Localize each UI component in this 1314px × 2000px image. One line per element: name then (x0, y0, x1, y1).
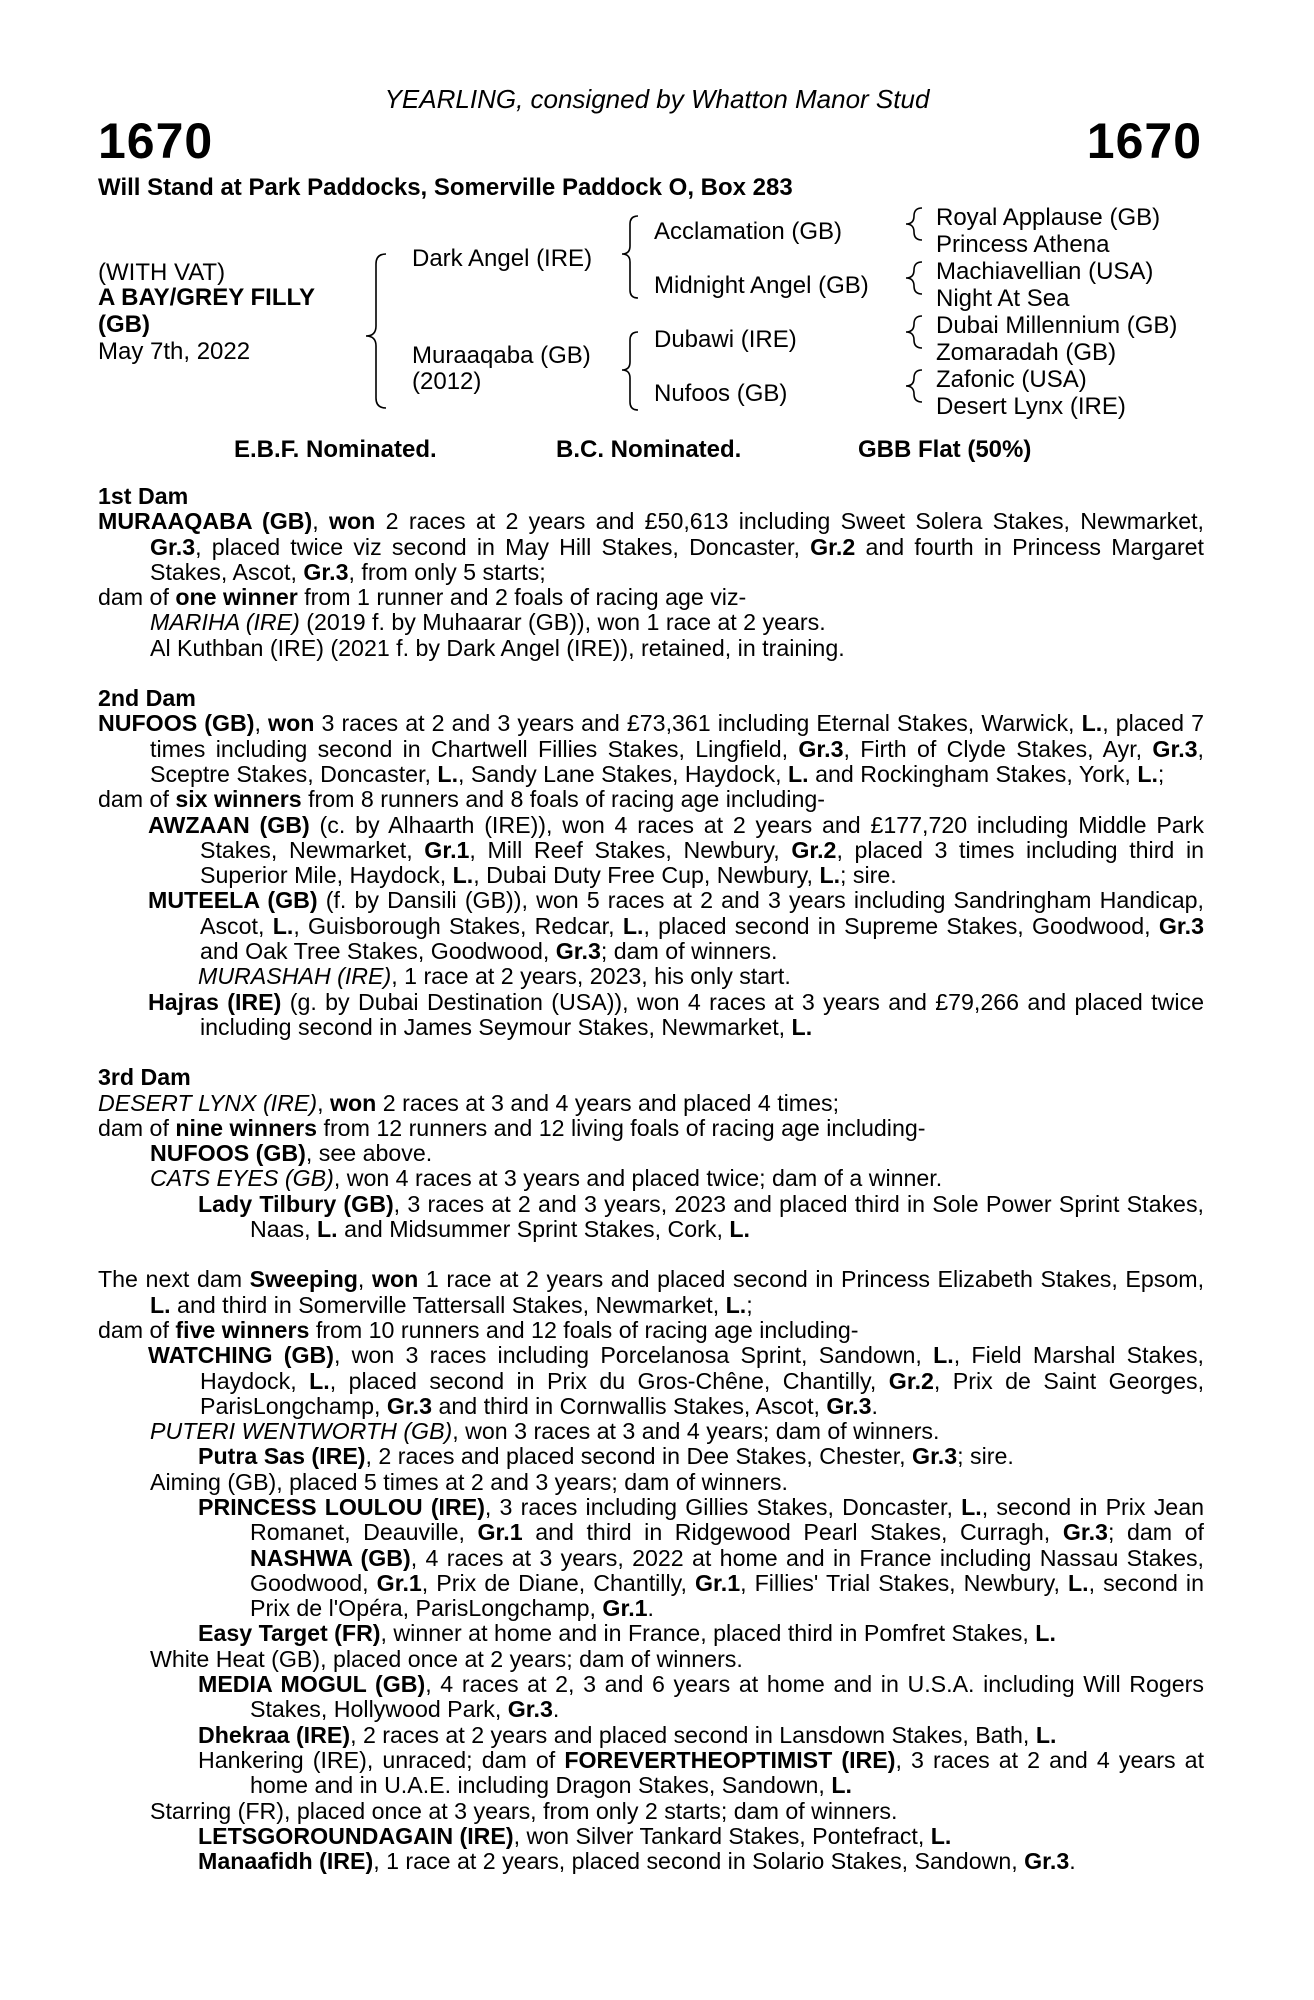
horse-description: A BAY/GREY FILLY (98, 284, 315, 311)
brace-gen3-1 (906, 208, 922, 240)
second-dam-produce-summary: dam of six winners from 8 runners and 8 foals of racing age including- (98, 786, 825, 813)
pedigree-g3-8: Desert Lynx (IRE) (936, 393, 1126, 420)
next-dam-grandfoal-dhekraa: Dhekraa (IRE), 2 races at 2 years and placed second in Lansdown Stakes, Bath, L. (198, 1721, 1057, 1748)
pedigree-dam: Muraaqaba (GB) (412, 342, 591, 369)
pedigree-dam-sire: Dubawi (IRE) (654, 326, 797, 353)
first-dam-record: MURAAQABA (GB), won 2 races at 2 years and £50,613 including Sweet Solera Stakes, Newmarket, Gr.3, placed twice viz second in May Hill Stakes, Doncaster, Gr.2 and fourth in Princess Margaret Stakes, Ascot, Gr.3, from only 5 starts; (98, 508, 1205, 585)
second-dam-record: NUFOOS (GB), won 3 races at 2 and 3 years and £73,361 including Eternal Stakes, Warwick, L., placed 7 times including second in Chartwell Fillies Stakes, Lingfield, Gr.3, Firth of Clyde Stakes, Ayr, Gr.3, Sceptre Stakes, Doncaster, L., Sandy Lane Stakes, Haydock, L. and Rockingham Stakes, York, L.; (98, 710, 1205, 787)
next-dam-record: The next dam Sweeping, won 1 race at 2 years and placed second in Princess Elizabeth Stakes, Epsom, L. and third in Somerville Tattersall Stakes, Newmarket, L.; (98, 1266, 1205, 1318)
brace-gen2-bottom (622, 332, 638, 410)
next-dam-grandfoal-hankering: Hankering (IRE), unraced; dam of FOREVERTHEOPTIMIST (IRE), 3 races at 2 and 4 years at home and in U.A.E. including Dragon Stakes, Sandown, L. (198, 1746, 1205, 1799)
brace-gen3-2 (906, 262, 922, 294)
second-dam-heading: 2nd Dam (98, 685, 196, 712)
first-dam-foal-2: Al Kuthban (IRE) (2021 f. by Dark Angel (IRE)), retained, in training. (150, 634, 845, 661)
lot-number-right: 1670 (1086, 113, 1202, 169)
pedigree-g3-7: Zafonic (USA) (936, 366, 1087, 393)
lot-number-left: 1670 (98, 113, 214, 169)
third-dam-foal-cats-eyes: CATS EYES (GB), won 4 races at 3 years and placed twice; dam of a winner. (150, 1165, 943, 1192)
third-dam-record: DESERT LYNX (IRE), won 2 races at 3 and 4 years and placed 4 times; (98, 1089, 840, 1116)
pedigree-dam-dam: Nufoos (GB) (654, 380, 788, 407)
second-dam-grandfoal-murashah: MURASHAH (IRE), 1 race at 2 years, 2023, his only start. (198, 963, 791, 990)
brace-gen3-3 (906, 316, 922, 348)
next-dam-grandfoal-easy-target: Easy Target (FR), winner at home and in France, placed third in Pomfret Stakes, L. (198, 1620, 1056, 1647)
first-dam-heading: 1st Dam (98, 483, 189, 509)
third-dam-foal-nufoos: NUFOOS (GB), see above. (150, 1140, 433, 1167)
third-dam-heading: 3rd Dam (98, 1064, 191, 1091)
next-dam-produce-summary: dam of five winners from 10 runners and 12 foals of racing age including- (98, 1316, 859, 1343)
second-dam-foal-hajras: Hajras (IRE) (g. by Dubai Destination (USA)), won 4 races at 3 years and £79,266 and placed twice including second in James Seymour Stakes, Newmarket, L. (148, 988, 1204, 1040)
pedigree-g3-5: Dubai Millennium (GB) (936, 312, 1178, 339)
next-dam-grandfoal-putra-sas: Putra Sas (IRE), 2 races and placed second in Dee Stakes, Chester, Gr.3; sire. (198, 1443, 1014, 1470)
next-dam-foal-puteri-wentworth: PUTERI WENTWORTH (GB), won 3 races at 3 and 4 years; dam of winners. (150, 1418, 940, 1445)
bc-nomination: B.C. Nominated. (556, 436, 742, 463)
foaling-date: May 7th, 2022 (98, 338, 251, 365)
next-dam-grandfoal-media-mogul: MEDIA MOGUL (GB), 4 races at 2, 3 and 6 years at home and in U.S.A. including Will Rogers Stakes, Hollywood Park, Gr.3. (198, 1671, 1204, 1723)
next-dam-foal-watching: WATCHING (GB), won 3 races including Porcelanosa Sprint, Sandown, L., Field Marshal Stakes, Haydock, L., placed second in Prix du Gros-Chêne, Chantilly, Gr.2, Prix de Saint Georges, ParisLongchamp, Gr.3 and third in Cornwallis Stakes, Ascot, Gr.3. (148, 1342, 1205, 1419)
next-dam-foal-starring: Starring (FR), placed once at 3 years, from only 2 starts; dam of winners. (150, 1797, 898, 1824)
third-dam-produce-summary: dam of nine winners from 12 runners and 12 living foals of racing age including- (98, 1114, 926, 1141)
pedigree-g3-2: Princess Athena (936, 231, 1110, 258)
stand-location: Will Stand at Park Paddocks, Somerville Paddock O, Box 283 (98, 174, 793, 201)
consignor-line: YEARLING, consigned by Whatton Manor Stud (384, 84, 930, 114)
brace-gen1 (366, 254, 386, 408)
pedigree-g3-6: Zomaradah (GB) (936, 339, 1117, 366)
pedigree-dam-year: (2012) (412, 368, 482, 395)
pedigree-sire-dam: Midnight Angel (GB) (654, 272, 869, 299)
brace-gen3-4 (906, 370, 922, 402)
next-dam-grandfoal-princess-loulou: PRINCESS LOULOU (IRE), 3 races including Gillies Stakes, Doncaster, L., second in Prix Jean Romanet, Deauville, Gr.1 and third in Ridgewood Pearl Stakes, Curragh, Gr.3; dam of NASHWA (GB), 4 races at 3 years, 2022 at home and in France including Nassau Stakes, Goodwood, Gr.1, Prix de Diane, Chantilly, Gr.1, Fillies' Trial Stakes, Newbury, L., second in Prix de l'Opéra, ParisLongchamp, Gr.1. (198, 1493, 1205, 1622)
next-dam-grandfoal-manaafidh: Manaafidh (IRE), 1 race at 2 years, placed second in Solario Stakes, Sandown, Gr.3. (198, 1848, 1076, 1875)
pedigree-g3-1: Royal Applause (GB) (936, 204, 1161, 231)
pedigree-g3-4: Night At Sea (936, 285, 1070, 312)
pedigree-sire: Dark Angel (IRE) (412, 245, 593, 272)
gbb-flat: GBB Flat (50%) (858, 436, 1032, 463)
catalogue-body (98, 484, 1204, 1874)
horse-country: (GB) (98, 311, 150, 338)
next-dam-foal-white-heat: White Heat (GB), placed once at 2 years; dam of winners. (150, 1645, 743, 1672)
first-dam-foal-1: MARIHA (IRE) (2019 f. by Muhaarar (GB)), won 1 race at 2 years. (150, 609, 826, 636)
next-dam-grandfoal-letsgoroundagain: LETSGOROUNDAGAIN (IRE), won Silver Tankard Stakes, Pontefract, L. (198, 1822, 952, 1849)
second-dam-foal-muteela: MUTEELA (GB) (f. by Dansili (GB)), won 5 races at 2 and 3 years including Sandringham Handicap, Ascot, L., Guisborough Stakes, Redcar, L., placed second in Supreme Stakes, Goodwood, Gr.3 and Oak Tree Stakes, Goodwood, Gr.3; dam of winners. (148, 887, 1204, 965)
brace-gen2-top (622, 216, 638, 298)
first-dam-produce-summary: dam of one winner from 1 runner and 2 foals of racing age viz- (98, 584, 747, 611)
pedigree-g3-3: Machiavellian (USA) (936, 258, 1154, 285)
next-dam-foal-aiming: Aiming (GB), placed 5 times at 2 and 3 years; dam of winners. (150, 1468, 788, 1495)
second-dam-foal-awzaan: AWZAAN (GB) (c. by Alhaarth (IRE)), won 4 races at 2 years and £177,720 including Middle Park Stakes, Newmarket, Gr.1, Mill Reef Stakes, Newbury, Gr.2, placed 3 times including third in Superior Mile, Haydock, L., Dubai Duty Free Cup, Newbury, L.; sire. (148, 811, 1204, 889)
vat-label: (WITH VAT) (98, 259, 226, 286)
pedigree-sire-sire: Acclamation (GB) (654, 218, 843, 245)
ebf-nomination: E.B.F. Nominated. (234, 436, 437, 463)
third-dam-grandfoal-lady-tilbury: Lady Tilbury (GB), 3 races at 2 and 3 years, 2023 and placed third in Sole Power Sprint Stakes, Naas, L. and Midsummer Sprint Stakes, Cork, L. (198, 1190, 1204, 1243)
